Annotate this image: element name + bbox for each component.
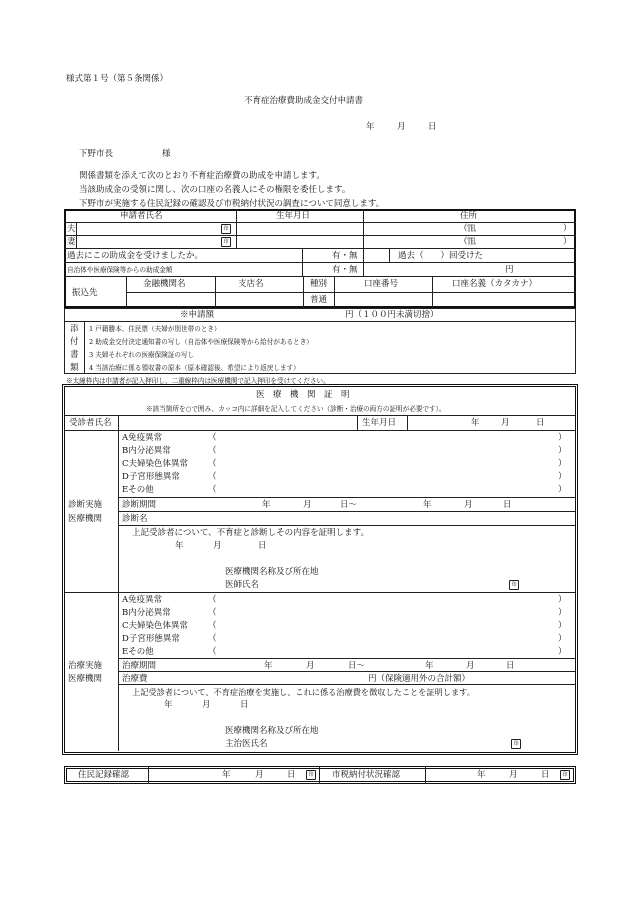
treat-cause-b: B内分泌異常 — [122, 608, 171, 618]
treat-cert-month: 月 — [202, 700, 211, 710]
tax-check-label: 市税納付状況確認 — [332, 770, 401, 780]
other-aid-yen: 円 — [505, 265, 514, 275]
husband-seal-icon: 印 — [221, 223, 231, 235]
tax-check-day: 日 — [541, 770, 550, 780]
paren-open: （ — [208, 595, 217, 605]
diag-inst-address: 医療機関名称及び所在地 — [225, 567, 319, 577]
paren-close: ） — [558, 485, 567, 495]
diag-cause-a: A免疫異常 — [122, 433, 163, 443]
form-title: 不育症治療費助成金交付申請書 — [244, 96, 364, 106]
paren-open: （ — [208, 446, 217, 456]
paren-close: ） — [558, 595, 567, 605]
attending-seal-icon: 印 — [511, 738, 521, 750]
other-aid-yes-no: 有・無 — [332, 265, 358, 275]
col-address: 住所 — [460, 211, 478, 221]
doctor-name-label: 医師氏名 — [225, 580, 260, 590]
col-birthdate: 生年月日 — [276, 211, 311, 221]
amount-unit: 円（１００円未満切捨） — [345, 310, 439, 320]
treat-side-label: 治療実施 — [68, 661, 103, 671]
treat-cause-d: D子宮形態異常 — [122, 634, 180, 644]
bank-name-label: 金融機関名 — [143, 279, 186, 289]
attach-side-3: 書 — [70, 350, 79, 360]
treat-cert-day: 日 — [240, 700, 249, 710]
treat-cost-unit: 円（保険適用外の合計額） — [368, 674, 471, 684]
diag-name-label: 診断名 — [122, 514, 148, 524]
paren-close: ） — [558, 459, 567, 469]
paren-close: ） — [558, 621, 567, 631]
past-aid-count: 過去（ ）回受けた — [398, 251, 484, 261]
resident-check-month: 月 — [255, 770, 264, 780]
diag-cert-year: 年 — [175, 541, 184, 551]
attach-side-1: 添 — [70, 324, 79, 334]
treat-to-year: 年 — [425, 661, 434, 671]
resident-check-day: 日 — [287, 770, 296, 780]
attachment-item: 3 夫婦それぞれの医療保険証の写し — [89, 351, 195, 359]
treat-cert-year: 年 — [164, 700, 173, 710]
paren-open: （ — [208, 634, 217, 644]
treat-from-month: 月 — [306, 661, 315, 671]
row-wife: 妻 — [67, 237, 76, 247]
attachment-item: 1 戸籍謄本、住民票（夫婦が別世帯のとき） — [89, 325, 221, 333]
paren-close: ） — [558, 433, 567, 443]
date-year: 年 — [366, 122, 375, 132]
diag-to-day: 日 — [503, 500, 512, 510]
treat-cause-a: A免疫異常 — [122, 595, 163, 605]
past-aid-question: 過去にこの助成金を受けましたか。 — [67, 251, 204, 261]
diag-side-label: 診断実施 — [68, 500, 103, 510]
paren-close: ） — [558, 446, 567, 456]
paren-open: （ — [208, 472, 217, 482]
form-number: 様式第１号（第５条関係） — [66, 74, 169, 84]
diag-from-year: 年 — [262, 500, 271, 510]
attach-side-2: 付 — [70, 337, 79, 347]
treat-cost-label: 治療費 — [122, 674, 148, 684]
past-aid-yes-no: 有・無 — [332, 251, 358, 261]
treat-to-month: 月 — [466, 661, 475, 671]
account-no-label: 口座番号 — [364, 279, 399, 289]
wife-tel-close: ） — [563, 237, 572, 247]
transfer-label: 振込先 — [72, 288, 98, 298]
paren-open: （ — [208, 433, 217, 443]
tax-check-year: 年 — [477, 770, 486, 780]
diag-side-label-2: 医療機関 — [68, 514, 103, 524]
treat-to-day: 日 — [506, 661, 515, 671]
diag-cause-b: B内分泌異常 — [122, 446, 171, 456]
intro-line-1: 関係書類を添えて次のとおり不育症治療費の助成を申請します。 — [79, 171, 325, 181]
husband-tel-close: ） — [563, 224, 572, 234]
account-holder-label: 口座名義（カタカナ） — [452, 279, 538, 289]
doctor-seal-icon: 印 — [509, 579, 519, 591]
resident-seal-icon: 印 — [306, 769, 316, 781]
treat-side-label-2: 医療機関 — [68, 674, 103, 684]
date-month: 月 — [397, 122, 406, 132]
tax-check-month: 月 — [509, 770, 518, 780]
attach-side-4: 類 — [70, 363, 79, 373]
diag-range-sep: 日～ — [340, 500, 358, 510]
attachment-item: 2 助成金交付決定通知書の写し（自治体や医療保険等から給付があるとき） — [89, 338, 313, 346]
patient-birth-label: 生年月日 — [362, 418, 397, 428]
honorific: 様 — [162, 149, 171, 159]
treat-inst-address: 医療機関名称及び所在地 — [225, 726, 319, 736]
paren-close: ） — [558, 647, 567, 657]
wife-seal-icon: 印 — [221, 236, 231, 248]
diag-cause-c: C夫婦染色体異常 — [122, 459, 189, 469]
diag-from-month: 月 — [303, 500, 312, 510]
intro-line-2: 当該助成金の受領に関し、次の口座の名義人にその権限を委任します。 — [79, 185, 351, 195]
resident-check-year: 年 — [222, 770, 231, 780]
bold-frame-note: ※太線枠内は申請者が記入押印し、二重線枠内は医療機関で記入押印を受けてください。 — [66, 377, 330, 385]
paren-open: （ — [208, 485, 217, 495]
diag-cert-day: 日 — [258, 541, 267, 551]
account-type-value: 普通 — [310, 295, 328, 305]
tax-seal-icon: 印 — [560, 769, 570, 781]
branch-name-label: 支店名 — [238, 279, 264, 289]
diag-cert-month: 月 — [213, 541, 222, 551]
office-check-row — [64, 766, 576, 784]
patient-birth-year: 年 — [471, 418, 480, 428]
paren-open: （ — [208, 621, 217, 631]
date-day: 日 — [428, 122, 437, 132]
intro-line-3: 下野市が実施する住民記録の確認及び市税納付状況の調査について同意します。 — [79, 199, 385, 209]
wife-tel: （℡ — [459, 237, 477, 247]
husband-tel: （℡ — [459, 224, 477, 234]
paren-open: （ — [208, 608, 217, 618]
diag-cause-e: Eその他 — [122, 485, 154, 495]
addressee: 下野市長 — [79, 149, 114, 159]
attachment-item: 4 当該治療に係る領収書の原本（原本確認後、希望により返戻します） — [89, 364, 300, 372]
attending-doctor-label: 主治医氏名 — [225, 739, 268, 749]
paren-close: ） — [558, 634, 567, 644]
paren-close: ） — [558, 472, 567, 482]
row-husband: 夫 — [67, 224, 76, 234]
medical-title: 医 療 機 関 証 明 — [256, 390, 350, 400]
treat-cause-c: C夫婦染色体異常 — [122, 621, 189, 631]
diag-cause-d: D子宮形態異常 — [122, 472, 180, 482]
treat-certification: 上記受診者について、不育症治療を実施し、これに係る治療費を徴収したことを証明します。 — [132, 687, 475, 697]
treat-range-sep: 日～ — [348, 661, 366, 671]
patient-birth-month: 月 — [501, 418, 510, 428]
diag-period-label: 診断期間 — [122, 500, 157, 510]
treat-period-label: 治療期間 — [122, 661, 157, 671]
treat-from-year: 年 — [264, 661, 273, 671]
paren-open: （ — [208, 459, 217, 469]
amount-label: ※申請額 — [180, 310, 215, 320]
paren-close: ） — [558, 608, 567, 618]
paren-open: （ — [208, 647, 217, 657]
treat-cause-e: Eその他 — [122, 647, 154, 657]
resident-check-label: 住民記録確認 — [78, 770, 130, 780]
patient-birth-day: 日 — [536, 418, 545, 428]
diag-to-month: 月 — [464, 500, 473, 510]
diag-certification: 上記受診者について、不育症と診断しその内容を証明します。 — [132, 528, 369, 538]
account-type-label: 種別 — [310, 279, 328, 289]
diag-to-year: 年 — [423, 500, 432, 510]
col-applicant-name: 申請者氏名 — [120, 211, 163, 221]
patient-name-label: 受診者氏名 — [69, 418, 112, 428]
medical-subnote: ※該当箇所を○で囲み、カッコ内に詳細を記入してください（診断・治療の両方の証明が必要です）。 — [146, 405, 446, 413]
other-aid-label: 自治体や医療保険等からの助成金額 — [67, 266, 173, 274]
